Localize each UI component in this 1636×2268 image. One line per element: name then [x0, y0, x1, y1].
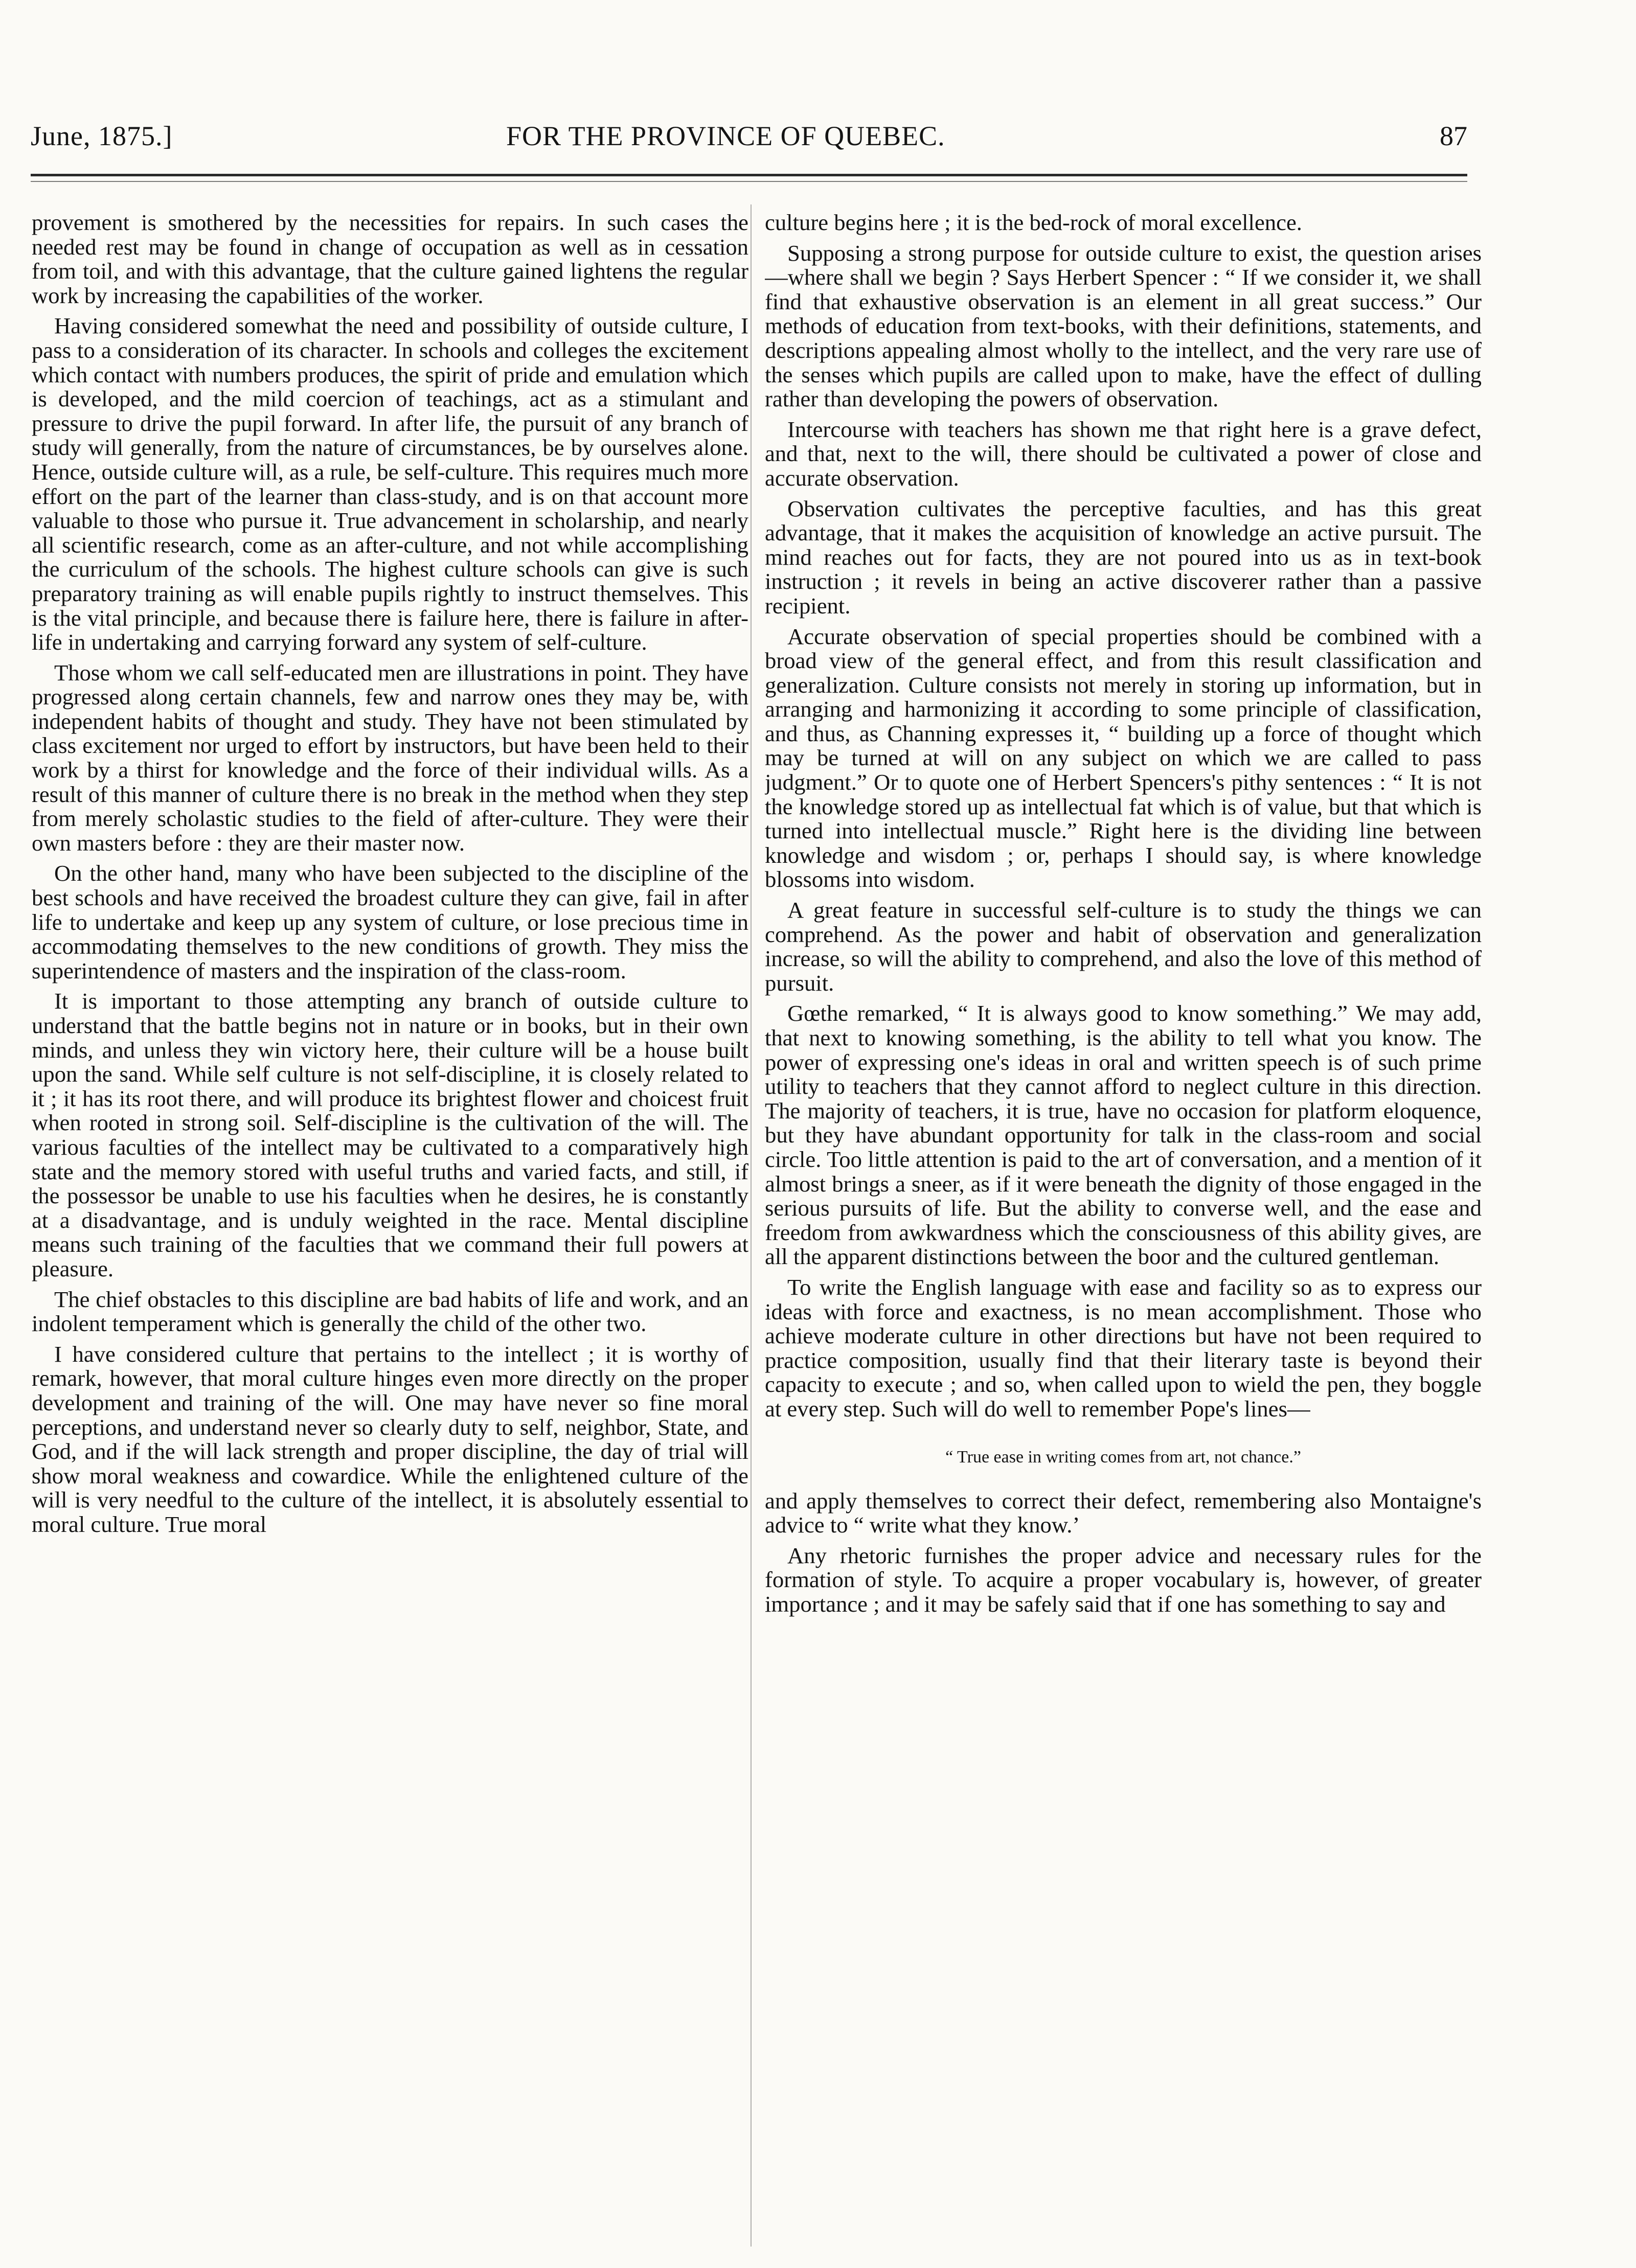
- paragraph: To write the English language with ease and facility so as to express our ideas with force and exactness, is no mean accomplishment. Those who achieve moderate culture in other directions but have not been required to practice composition, usually find that their literary taste is beyond their capacity to execute ; and so, when called upon to wield the pen, they boggle at every step. Such will do well to remember Pope's lines—: [765, 1274, 1482, 1422]
- paragraph: and apply themselves to correct their defect, remembering also Montaigne's advice to “ write what they know.’: [765, 1487, 1482, 1538]
- paragraph: I have considered culture that pertains to the intellect ; it is worthy of remark, however, that moral culture hinges even more directly on the proper development and training of the will. One may have never so fine moral perceptions, and understand never so clearly duty to self, neighbor, State, and God, and if the will lack strength and proper discipline, the day of trial will show moral weakness and cowardice. While the enlightened culture of the will is very needful to the culture of the intellect, it is absolutely essential to moral culture. True moral: [32, 1341, 748, 1537]
- paragraph: Gœthe remarked, “ It is always good to know something.” We may add, that next to knowing something, is the ability to tell what you know. The power of expressing one's ideas in oral and written speech is of such prime utility to teachers that they cannot afford to neglect culture in this direction. The majority of teachers, it is true, have no occasion for platform eloquence, but they have abundant opportunity for talk in the class-room and social circle. Too little attention is paid to the art of conversation, and a mention of it almost brings a sneer, as if it were beneath the dignity of those engaged in the serious pursuits of life. But the ability to converse well, and the ease and freedom from awkwardness which the consciousness of this ability gives, are all the apparent distinctions between the boor and the cultured gentleman.: [765, 1000, 1482, 1270]
- paragraph: Those whom we call self-educated men are illustrations in point. They have progressed along certain channels, few and narrow ones they may be, with independent habits of thought and study. They have not been stimulated by class excitement nor urged to effort by instructors, but have been held to their work by a thirst for knowledge and the force of their individual wills. As a result of this manner of culture there is no break in the method when they step from merely scholastic studies to the field of after-culture. They were their own masters before : they are their master now.: [32, 659, 748, 856]
- left-column: [32, 211, 748, 2250]
- paragraph: On the other hand, many who have been subjected to the discipline of the best schools and have received the broadest culture they can give, fail in after life to undertake and keep up any system of culture, or lose precious time in accommodating themselves to the new conditions of growth. They miss the superintendence of masters and the inspiration of the class-room.: [32, 860, 748, 983]
- page-number: 87: [1440, 121, 1467, 151]
- paragraph: The chief obstacles to this discipline are bad habits of life and work, and an indolent temperament which is generally the child of the other two.: [32, 1286, 748, 1337]
- paragraph: Supposing a strong purpose for outside culture to exist, the question arises—where shall we begin ? Says Herbert Spencer : “ If we consider it, we shall find that exhaustive observation is an element in all great success.” Our methods of education from text-books, with their definitions, statements, and descriptions appealing almost wholly to the intellect, and the very rare use of the senses which pupils are called upon to make, have the effect of dulling rather than developing the powers of observation.: [765, 240, 1482, 412]
- column-divider: [751, 204, 752, 2247]
- running-header: [31, 120, 1467, 161]
- header-rule: [31, 174, 1467, 176]
- paragraph: Intercourse with teachers has shown me that right here is a grave defect, and that, next to the will, there should be cultivated a power of close and accurate observation.: [765, 416, 1482, 491]
- paragraph: It is important to those attempting any branch of outside culture to understand that the battle begins not in nature or in books, but in their own minds, and unless they win victory here, their culture will be a house built upon the sand. While self culture is not self-discipline, it is closely related to it ; it has its root there, and will produce its brightest flower and choicest fruit when rooted in strong soil. Self-discipline is the cultivation of the will. The various faculties of the intellect may be cultivated to a comparatively high state and the memory stored with useful truths and varied facts, and still, if the possessor be unable to use his faculties when he desires, he is constantly at a disadvantage, and is unduly weighted in the race. Mental discipline means such training of the faculties that we command their full powers at pleasure.: [32, 988, 748, 1281]
- paragraph: Having considered somewhat the need and possibility of outside culture, I pass to a consideration of its character. In schools and colleges the excitement which contact with numbers produces, the spirit of pride and emulation which is developed, and the mild coercion of teachings, act as a stimulant and pressure to drive the pupil forward. In after life, the pursuit of any branch of study will generally, from the nature of circumstances, be by ourselves alone. Hence, outside culture will, as a rule, be self-culture. This requires much more effort on the part of the learner than class-study, and is on that account more valuable to those who pursue it. True advancement in scholarship, and nearly all scientific research, come as an after-culture, and not while accomplishing the curriculum of the schools. The highest culture schools can give is such preparatory training as will enable pupils rightly to instruct themselves. This is the vital principle, and because there is failure here, there is failure in after-life in undertaking and carrying forward any system of self-culture.: [32, 313, 748, 655]
- right-column: [765, 211, 1482, 2250]
- paragraph: A great feature in successful self-culture is to study the things we can comprehend. As the power and habit of observation and generalization increase, so will the ability to comprehend, and also the love of this method of pursuit.: [765, 897, 1482, 996]
- journal-title: FOR THE PROVINCE OF QUEBEC.: [506, 121, 945, 151]
- paragraph: Any rhetoric furnishes the proper advice and necessary rules for the formation of style. To acquire a proper vocabulary is, however, of greater importance ; and it may be safely said that if one has something to say and: [765, 1542, 1482, 1617]
- paragraph: Accurate observation of special properties should be combined with a broad view of the general effect, and from this result classification and generalization. Culture consists not merely in storing up information, but in arranging and harmonizing it according to some principle of classification, and thus, as Channing expresses it, “ building up a force of thought which may be turned at will on any subject on which we are called to pass judgment.” Or to quote one of Herbert Spencers's pithy sentences : “ It is not the knowledge stored up as intellectual fat which is of value, but that which is turned into intellectual muscle.” Right here is the dividing line between knowledge and wisdom ; or, perhaps I should say, is where knowledge blossoms into wisdom.: [765, 623, 1482, 892]
- issue-date: June, 1875.]: [31, 121, 173, 151]
- block-quote: “ True ease in writing comes from art, not chance.”: [945, 1447, 1301, 1467]
- paragraph: Observation cultivates the perceptive faculties, and has this great advantage, that it makes the acquisition of knowledge an active pursuit. The mind reaches out for facts, they are not poured into us as in text-book instruction ; it revels in being an active discoverer rather than a passive recipient.: [765, 495, 1482, 618]
- header-rule-thin: [31, 181, 1467, 182]
- paragraph: provement is smothered by the necessities for repairs. In such cases the needed rest may be found in change of occupation as well as in cessation from toil, and with this advantage, that the culture gained lightens the regular work by increasing the capabilities of the worker.: [32, 211, 748, 308]
- paragraph: culture begins here ; it is the bed-rock of moral excellence.: [765, 211, 1302, 235]
